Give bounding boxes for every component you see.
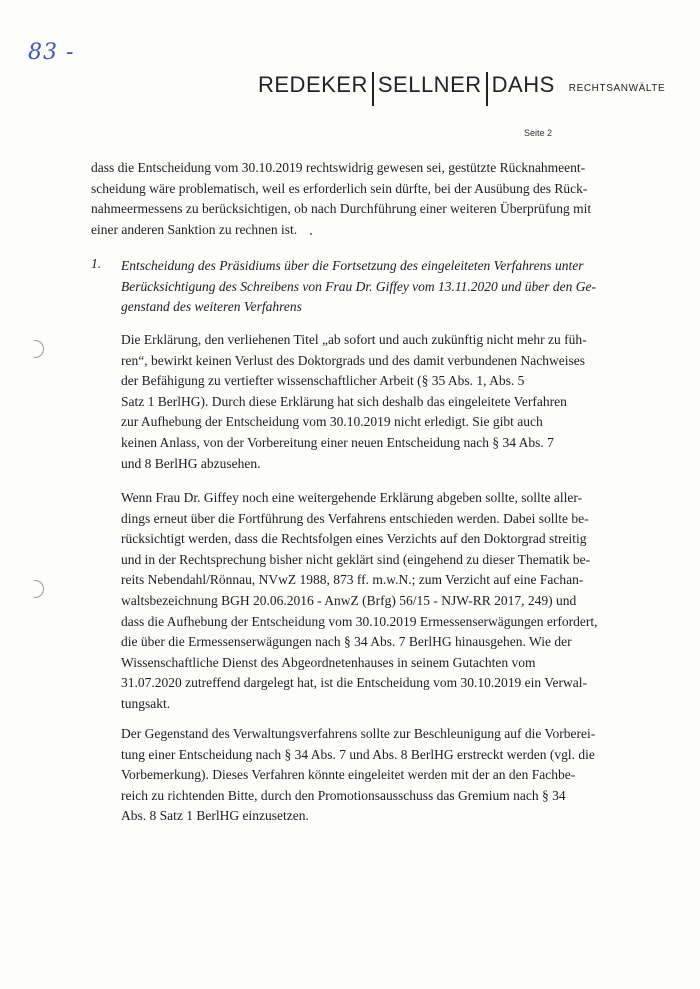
punch-hole-mark xyxy=(34,580,44,598)
text-line: die über die Ermessenserwägungen nach § 34 Abs. 7 BerlHG hinausgehen. Wie der xyxy=(121,634,572,650)
heading-line: Entscheidung des Präsidiums über die Fortsetzung des eingeleiteten Verfahrens unter xyxy=(121,258,584,273)
text-line: dings erneut über die Fortführung des Verfahrens entschieden werden. Dabei sollte be- xyxy=(121,510,589,526)
section-number: 1. xyxy=(91,256,102,271)
text-line: Wenn Frau Dr. Giffey noch eine weitergehende Erklärung abgeben sollte, sollte aller- xyxy=(121,490,583,505)
text-line: Vorbemerkung). Dieses Verfahren könnte eingeleitet werden mit der an den Fachbe- xyxy=(121,767,576,783)
text-line: reich zu richtenden Bitte, durch den Promotionsausschuss das Gremium nach § 34 xyxy=(121,787,566,803)
text-line: Der Gegenstand des Verwaltungsverfahrens sollte zur Beschleunigung auf die Vorberei- xyxy=(121,726,596,741)
text-line: 31.07.2020 zutreffend dargelegt hat, ist die Entscheidung vom 30.10.2019 ein Verwal- xyxy=(121,675,588,691)
text-line: Satz 1 BerlHG). Durch diese Erklärung hat sich deshalb das eingeleitete Verfahren xyxy=(121,393,567,409)
letterhead-suffix: RECHTSANWÄLTE xyxy=(568,83,666,94)
text-line: Abs. 8 Satz 1 BerlHG einzusetzen. xyxy=(121,808,309,824)
letterhead-name-2: SELLNER xyxy=(377,72,482,97)
body-paragraph-2 xyxy=(121,488,613,715)
scan-speck xyxy=(310,233,312,235)
heading-line: genstand des weiteren Verfahrens xyxy=(121,299,302,315)
text-line: tungsakt. xyxy=(121,695,171,711)
text-line: zur Aufhebung der Entscheidung vom 30.10.2019 nicht erledigt. Sie gibt auch xyxy=(121,414,543,430)
text-line: scheidung wäre problematisch, weil es erforderlich sein dürfte, bei der Ausübung des Rück- xyxy=(91,180,588,196)
text-line: dass die Entscheidung vom 30.10.2019 rechtswidrig gewesen sei, gestützte Rücknahmeent- xyxy=(91,160,586,175)
text-line: tung einer Entscheidung nach § 34 Abs. 7 und Abs. 8 BerlHG erstreckt werden (vgl. die xyxy=(121,746,595,762)
letterhead-separator xyxy=(372,72,374,106)
text-line: dass die Aufhebung der Entscheidung vom 30.10.2019 Ermessenserwägungen erfordert, xyxy=(121,613,598,629)
text-line: und 8 BerlHG abzusehen. xyxy=(121,455,261,471)
heading-line: Berücksichtigung des Schreibens von Frau Dr. Giffey vom 13.11.2020 und über den Ge- xyxy=(121,278,597,294)
text-line: Die Erklärung, den verliehenen Titel „ab sofort und auch zukünftig nicht mehr zu füh- xyxy=(121,332,587,347)
text-line: rücksichtigt werden, dass die Rechtsfolgen eines Verzichts auf den Doktorgrad streitig xyxy=(121,531,587,547)
firm-letterhead xyxy=(258,64,665,98)
text-line: der Befähigung zu vertiefter wissenschaftlicher Arbeit (§ 35 Abs. 1, Abs. 5 xyxy=(121,373,525,389)
text-line: nahmeermessens zu berücksichtigen, ob nach Durchführung einer weiteren Überprüfung mit xyxy=(91,201,592,217)
text-line: waltsbezeichnung BGH 20.06.2016 - AnwZ (Brfg) 56/15 - NJW-RR 2017, 249) und xyxy=(121,592,577,608)
text-line: ren“, bewirkt keinen Verlust des Doktorgrads und des damit verbundenen Nachweises xyxy=(121,352,586,368)
text-line: und in der Rechtsprechung bisher nicht geklärt sind (eingehend zu dieser Thematik be- xyxy=(121,551,591,567)
text-line: einer anderen Sanktion zu rechnen ist. xyxy=(91,221,298,237)
body-paragraph-1 xyxy=(121,330,613,474)
text-line: keinen Anlass, von der Vorbereitung einer neuen Entscheidung nach § 34 Abs. 7 xyxy=(121,434,554,450)
letterhead-name-1: REDEKER xyxy=(258,72,368,97)
intro-paragraph xyxy=(91,158,611,240)
body-paragraph-3 xyxy=(121,724,613,827)
punch-hole-mark xyxy=(34,340,44,358)
text-line: Wissenschaftliche Dienst des Abgeordnetenhauses in seinem Gutachten vom xyxy=(121,654,536,670)
letterhead-separator xyxy=(486,72,488,106)
handwritten-page-annotation: 83 - xyxy=(28,40,75,65)
letterhead-name-3: DAHS xyxy=(491,72,555,97)
section-heading xyxy=(121,256,611,318)
page-number: Seite 2 xyxy=(524,128,553,138)
text-line: reits Nebendahl/Rönnau, NVwZ 1988, 873 ff. m.w.N.; zum Verzicht auf eine Fachan- xyxy=(121,572,584,588)
